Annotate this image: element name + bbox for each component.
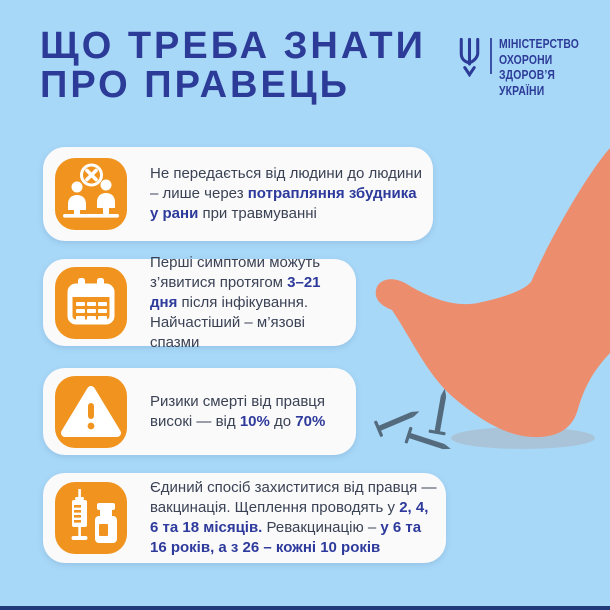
nail-icon — [374, 404, 423, 438]
card-text — [150, 253, 347, 353]
nail-icon — [428, 387, 453, 435]
ministry-logo — [456, 36, 606, 106]
page-title — [40, 27, 426, 105]
card-text — [150, 478, 437, 558]
card-text-segment: 3–21 дня — [150, 273, 321, 311]
card-text-segment: при травмуванні — [198, 205, 317, 222]
card-text-segment: Ревакцинацію – — [262, 519, 381, 536]
calendar-icon — [55, 267, 127, 339]
card-text-segment: потрапляння збудника у рани — [150, 185, 417, 222]
card-text-segment: Єдиний спосіб захиститися від правця — вакцинація. Щеплення проводять у — [150, 479, 437, 516]
card-text-segment: після інфікування. Найчастіший – м’язові спазми — [150, 293, 309, 351]
card-text — [150, 392, 347, 432]
card-text-segment: у 6 та 16 років, а з 26 – кожні 10 років — [150, 519, 422, 556]
card-text-segment: до — [269, 412, 296, 430]
page-title-line2: ПРО ПРАВЕЦЬ — [40, 64, 350, 106]
no-human-transmission-icon — [55, 158, 127, 230]
fact-card-vaccination — [43, 473, 446, 563]
fact-card-symptoms — [43, 253, 356, 351]
tryzub-trident-icon — [456, 37, 483, 77]
ministry-name-line: ОХОРОНИ — [499, 51, 553, 67]
page-title-line1: ЩО ТРЕБА ЗНАТИ — [40, 25, 426, 67]
footer-bar — [0, 606, 610, 610]
card-text-segment: 70% — [295, 412, 326, 430]
logo-divider — [490, 38, 492, 74]
fact-card-transmission — [43, 147, 433, 241]
ministry-name-line: УКРАЇНИ — [499, 82, 545, 98]
card-text — [150, 164, 424, 224]
card-text-segment: Не передається від людини до людини – лише через — [150, 165, 422, 202]
card-text-segment: 2, 4, 6 та 18 місяців. — [150, 499, 429, 536]
ministry-name-line: ЗДОРОВ’Я — [499, 67, 556, 82]
fact-card-mortality — [43, 368, 356, 455]
card-text-segment: Перші симптоми можуть з’явитися протягом — [150, 253, 321, 291]
card-text-segment: 10% — [239, 412, 270, 430]
ministry-name-line: МІНІСТЕРСТВО — [499, 36, 580, 51]
ministry-name — [499, 36, 579, 98]
card-text-segment: Ризики смерті від правця високі — від — [150, 392, 325, 430]
vaccine-syringe-icon — [55, 482, 127, 554]
warning-icon — [55, 376, 127, 448]
